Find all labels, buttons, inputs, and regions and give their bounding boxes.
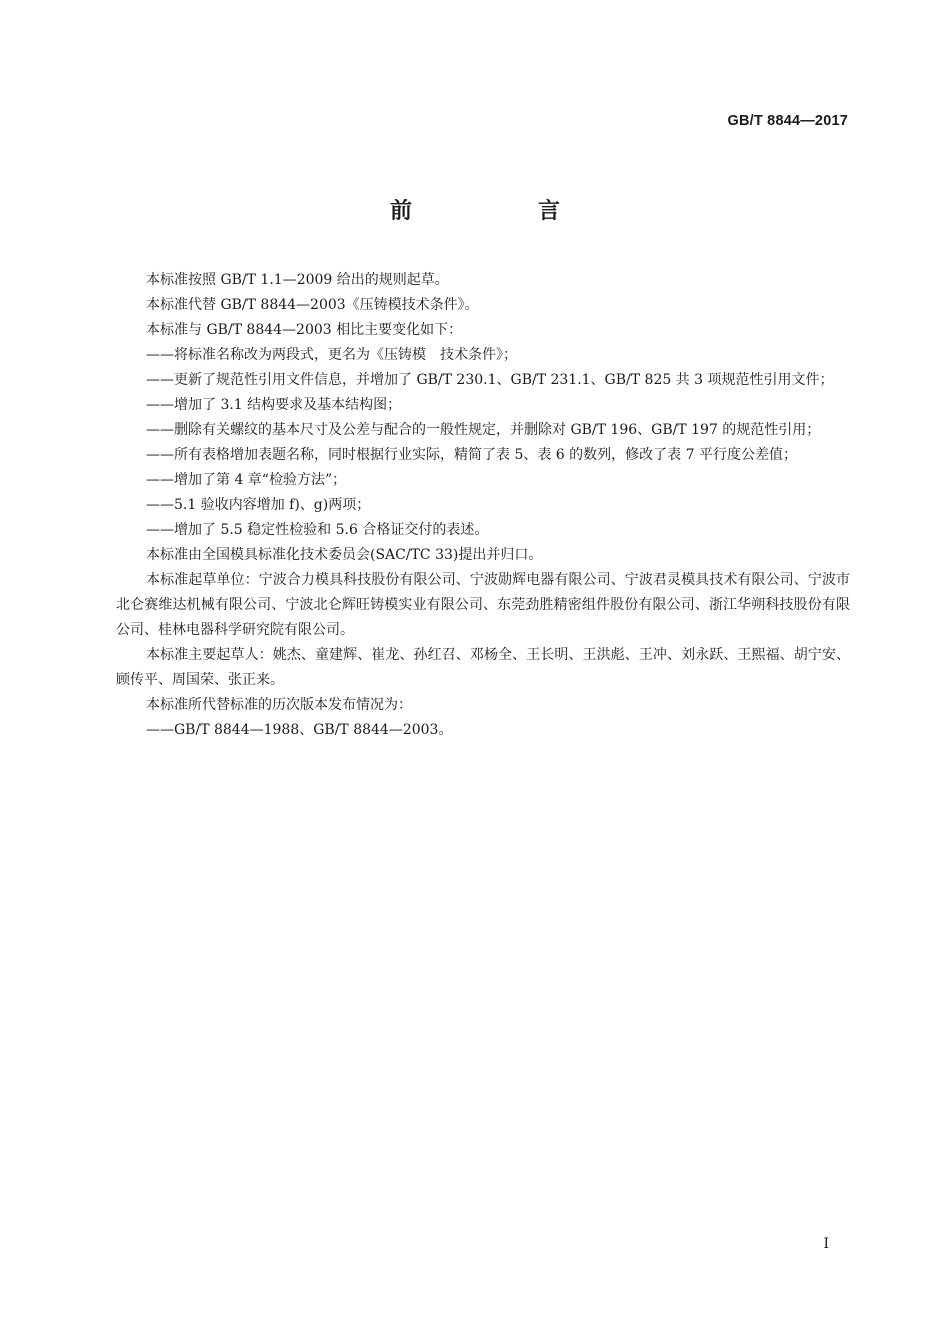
change-item: ——所有表格增加表题名称，同时根据行业实际，精简了表 5、表 6 的数列，修改了表 7 平行度公差值；: [146, 447, 797, 463]
change-item: ——增加了 3.1 结构要求及基本结构图；: [146, 397, 402, 413]
change-item: ——将标准名称改为两段式，更名为《压铸模 技术条件》；: [146, 347, 517, 363]
drafters: 本标准主要起草人：姚杰、童建辉、崔龙、孙红召、邓杨全、王长明、王洪彪、王冲、刘永跃、王熙福、胡宁安、顾传平、周国荣、张正来。: [116, 647, 850, 688]
paragraph: 本标准由全国模具标准化技术委员会(SAC/TC 33)提出并归口。: [146, 547, 543, 563]
paragraph: 本标准代替 GB/T 8844—2003《压铸模技术条件》。: [146, 297, 479, 313]
foreword-body: [116, 268, 850, 743]
standard-code: GB/T 8844—2017: [727, 113, 848, 129]
page-title: 前 言: [389, 199, 612, 224]
paragraph: 本标准按照 GB/T 1.1—2009 给出的规则起草。: [146, 272, 449, 288]
change-item: ——增加了 5.5 稳定性检验和 5.6 合格证交付的表述。: [146, 522, 489, 538]
paragraph: 本标准所代替标准的历次版本发布情况为：: [146, 697, 412, 713]
change-item: ——删除有关螺纹的基本尺寸及公差与配合的一般性规定，并删除对 GB/T 196、GB/T 197 的规范性引用；: [146, 422, 821, 438]
change-item: ——增加了第 4 章“检验方法”；: [146, 472, 347, 488]
drafting-units: 本标准起草单位：宁波合力模具科技股份有限公司、宁波勋辉电器有限公司、宁波君灵模具技术有限公司、宁波市北仑赛维达机械有限公司、宁波北仑辉旺铸模实业有限公司、东莞劲胜精密组件股份有限公司、浙江华朔科技股份有限公司、桂林电器科学研究院有限公司。: [116, 572, 850, 638]
paragraph: 本标准与 GB/T 8844—2003 相比主要变化如下：: [146, 322, 463, 338]
change-item: ——更新了规范性引用文件信息，并增加了 GB/T 230.1、GB/T 231.1、GB/T 825 共 3 项规范性引用文件；: [146, 372, 834, 388]
change-item: ——5.1 验收内容增加 f)、g)两项；: [146, 497, 371, 513]
version-history-item: ——GB/T 8844—1988、GB/T 8844—2003。: [146, 722, 453, 738]
page-number: I: [823, 1236, 829, 1252]
